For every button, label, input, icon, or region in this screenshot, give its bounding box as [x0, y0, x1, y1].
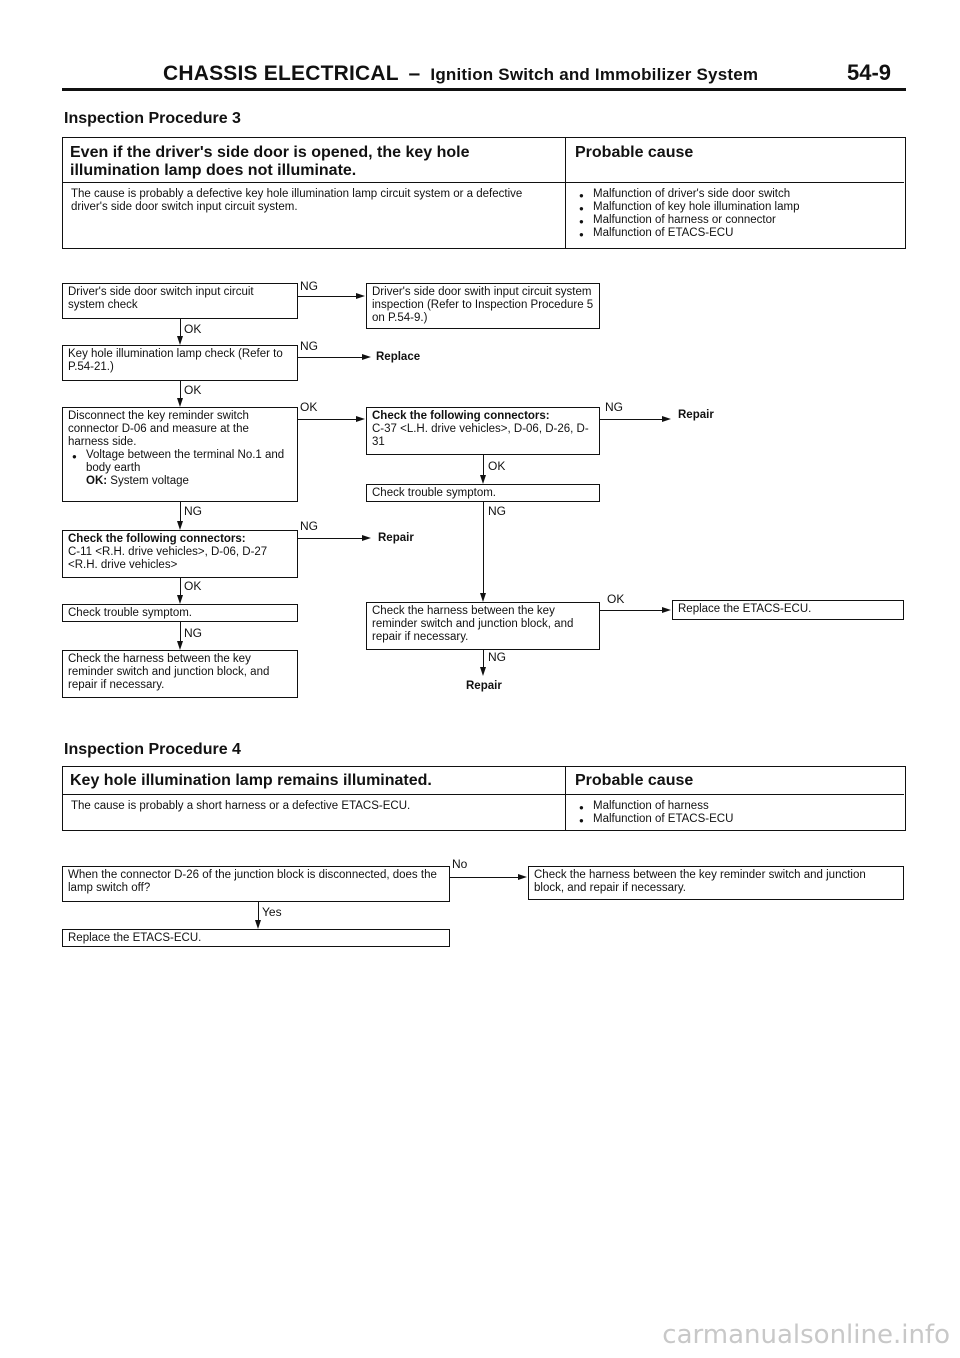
connector-line	[180, 381, 181, 398]
connector-line	[298, 296, 356, 297]
flow-box-replace-etacs: Replace the ETACS-ECU.	[62, 929, 450, 947]
connector-check-heading: Check the following connectors:	[372, 410, 550, 422]
connector-line	[483, 455, 484, 475]
ng-label: NG	[300, 519, 318, 533]
arrow-right	[356, 293, 365, 299]
ng-label: NG	[184, 504, 202, 518]
ok-label: OK	[184, 579, 202, 593]
chapter-title: CHASSIS ELECTRICAL	[163, 62, 399, 85]
measure-list	[68, 449, 292, 475]
flow-box-measure-voltage	[62, 407, 298, 502]
cause-description: The cause is probably a defective key hole illumination lamp circuit system or a defective driver's side door switch input circuit system.	[71, 188, 523, 213]
ng-label: NG	[300, 339, 318, 353]
arrow-down	[177, 398, 183, 407]
connector-line	[298, 357, 362, 358]
arrow-down	[177, 336, 183, 345]
arrow-down	[177, 521, 183, 530]
flow-box-door-switch-inspection: Driver's side door swith input circuit system inspection (Refer to Inspection Procedure 5 on P.54-9.)	[366, 283, 600, 329]
condition-text: Key hole illumination lamp remains illuminated.	[70, 772, 432, 789]
cause-description: The cause is probably a short harness or a defective ETACS-ECU.	[71, 800, 411, 812]
connector-line	[258, 902, 259, 920]
ng-label: NG	[488, 650, 506, 664]
connector-line	[180, 319, 181, 336]
cause-item: ● Malfunction of ETACS-ECU	[575, 227, 895, 240]
connector-line	[600, 610, 662, 611]
connector-line	[298, 419, 356, 420]
watermark: carmanualsonline.info	[662, 1320, 950, 1350]
ng-label: NG	[605, 400, 623, 414]
ok-label: OK	[300, 400, 318, 414]
procedure-3-title: Inspection Procedure 3	[64, 110, 241, 127]
connector-line	[450, 877, 518, 878]
flow-box-harness-check-left: Check the harness between the key reminder switch and junction block, and repair if necessary.	[62, 650, 298, 698]
table-divider	[63, 182, 904, 183]
connector-line	[298, 538, 362, 539]
connector-list: C-11 <R.H. drive vehicles>, D-06, D-27 <R.H. drive vehicles>	[68, 546, 268, 571]
flow-box-check-connectors-left	[62, 530, 298, 578]
page-number: 54-9	[847, 60, 892, 85]
probable-cause-heading: Probable cause	[575, 144, 694, 161]
arrow-down	[480, 475, 486, 484]
flow-box-door-switch-check: Driver's side door switch input circuit system check	[62, 283, 298, 319]
ng-label: NG	[488, 504, 506, 518]
flow-box-harness-check-right: Check the harness between the key reminder switch and junction block, and repair if necessary.	[366, 602, 600, 650]
flow-box-lamp-check: Key hole illumination lamp check (Refer to P.54-21.)	[62, 345, 298, 381]
probable-cause-list	[575, 800, 895, 826]
ok-label: OK	[607, 592, 625, 606]
measure-item: ● Voltage between the terminal No.1 and body earth	[68, 449, 292, 475]
flow-box-trouble-symptom-left: Check trouble symptom.	[62, 604, 298, 622]
arrow-down	[255, 920, 261, 929]
table-divider	[565, 767, 566, 830]
title-dash: –	[408, 62, 421, 85]
table-divider	[565, 138, 566, 248]
probable-cause-list	[575, 188, 895, 240]
condition-text: Even if the driver's side door is opened, the key hole illumination lamp does not illuminate.	[70, 144, 470, 179]
connector-line	[180, 502, 181, 521]
cause-item: ● Malfunction of harness	[575, 800, 895, 813]
header-rule	[62, 88, 906, 91]
arrow-down	[177, 595, 183, 604]
procedure-3-table	[62, 137, 906, 249]
arrow-down	[177, 641, 183, 650]
yes-label: Yes	[262, 905, 282, 919]
measure-instruction: Disconnect the key reminder switch connector D-06 and measure at the harness side.	[68, 410, 249, 448]
probable-cause-heading: Probable cause	[575, 772, 694, 789]
arrow-right	[356, 416, 365, 422]
connector-list: C-37 <L.H. drive vehicles>, D-06, D-26, D-31	[372, 423, 589, 448]
arrow-right	[662, 607, 671, 613]
section-heading	[163, 62, 758, 86]
section-subtitle: Ignition Switch and Immobilizer System	[430, 65, 759, 84]
flow-box-trouble-symptom-right: Check trouble symptom.	[366, 484, 600, 502]
flow-box-question: When the connector D-26 of the junction block is disconnected, does the lamp switch off?	[62, 866, 450, 902]
repair-label: Repair	[378, 532, 414, 544]
repair-label: Repair	[678, 409, 714, 421]
ng-label: NG	[300, 279, 318, 293]
table-divider	[63, 794, 904, 795]
arrow-right	[362, 535, 371, 541]
repair-label: Repair	[466, 680, 502, 692]
connector-line	[483, 650, 484, 667]
procedure-4-table	[62, 766, 906, 831]
connector-line	[180, 622, 181, 641]
flow-box-check-connectors-right	[366, 407, 600, 455]
ok-criterion-value: System voltage	[110, 475, 189, 487]
connector-line	[600, 419, 662, 420]
ok-criterion-label: OK:	[86, 475, 108, 487]
cause-item: ● Malfunction of harness or connector	[575, 214, 895, 227]
replace-label: Replace	[376, 351, 421, 363]
flow-box-harness-check: Check the harness between the key reminder switch and junction block, and repair if necessary.	[528, 866, 904, 900]
connector-line	[180, 578, 181, 595]
connector-check-heading: Check the following connectors:	[68, 533, 246, 545]
flow-box-replace-etacs: Replace the ETACS-ECU.	[672, 600, 904, 620]
cause-item: ● Malfunction of ETACS-ECU	[575, 813, 895, 826]
cause-item: ● Malfunction of key hole illumination lamp	[575, 201, 895, 214]
ok-label: OK	[488, 459, 506, 473]
procedure-4-title: Inspection Procedure 4	[64, 741, 241, 758]
arrow-right	[518, 874, 527, 880]
arrow-down	[480, 667, 486, 676]
ok-label: OK	[184, 322, 202, 336]
cause-item: ● Malfunction of driver's side door switch	[575, 188, 895, 201]
arrow-down	[480, 593, 486, 602]
connector-line	[483, 502, 484, 593]
ng-label: NG	[184, 626, 202, 640]
arrow-right	[362, 354, 371, 360]
no-label: No	[452, 857, 468, 871]
ok-criterion	[68, 475, 292, 488]
arrow-right	[662, 416, 671, 422]
ok-label: OK	[184, 383, 202, 397]
